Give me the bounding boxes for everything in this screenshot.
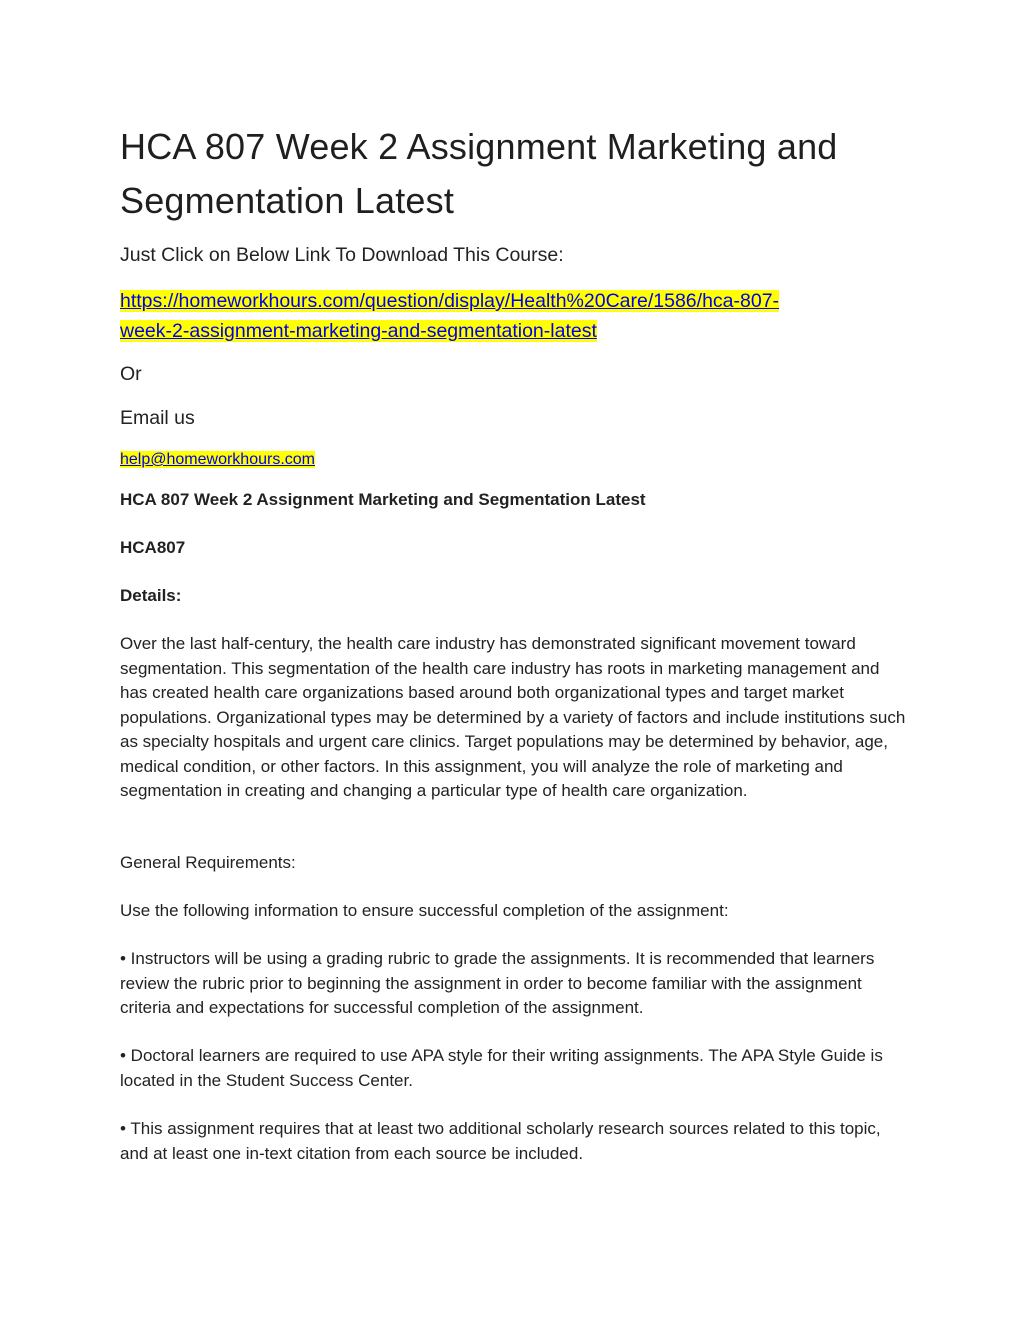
page-title: HCA 807 Week 2 Assignment Marketing and Segmentation Latest [120,126,838,221]
description-paragraph: Over the last half-century, the health care industry has demonstrated significant movement toward segmentation. This segmentation of the health care industry has roots in marketing management and has created health care organizations based around both organizational types and target market populations. Organizational types may be determined by a variety of factors and include institutions such as specialty hospitals and urgent care clinics. Target populations may be determined by behavior, age, medical condition, or other factors. In this assignment, you will analyze the role of marketing and segmentation in creating and changing a particular type of health care organization. [120,634,906,800]
download-intro: Just Click on Below Link To Download This Course: [120,244,564,266]
general-requirements-heading: General Requirements: [120,853,296,872]
requirement-item-sources: • This assignment requires that at least two additional scholarly research sources related to this topic, and at least one in-text citation from each source be included. [120,1119,881,1163]
course-code: HCA807 [120,538,186,557]
details-label: Details: [120,586,182,605]
download-link-block [120,286,910,346]
or-text: Or [120,363,142,385]
download-link-line-1[interactable]: https://homeworkhours.com/question/display/Health%20Care/1586/hca-807- [120,290,780,312]
email-label: Email us [120,407,195,429]
subheading: HCA 807 Week 2 Assignment Marketing and Segmentation Latest [120,490,646,509]
requirement-item-apa: • Doctoral learners are required to use APA style for their writing assignments. The APA Style Guide is located in the Student Success Center. [120,1046,883,1090]
email-link[interactable]: help@homeworkhours.com [120,451,315,468]
requirements-intro: Use the following information to ensure successful completion of the assignment: [120,901,729,920]
requirement-item-rubric: • Instructors will be using a grading rubric to grade the assignments. It is recommended that learners review the rubric prior to beginning the assignment in order to become familiar with the assignment criteria and expectations for successful completion of the assignment. [120,949,875,1017]
email-link-block [120,448,315,472]
download-link-line-2[interactable]: week-2-assignment-marketing-and-segmentation-latest [120,320,597,342]
